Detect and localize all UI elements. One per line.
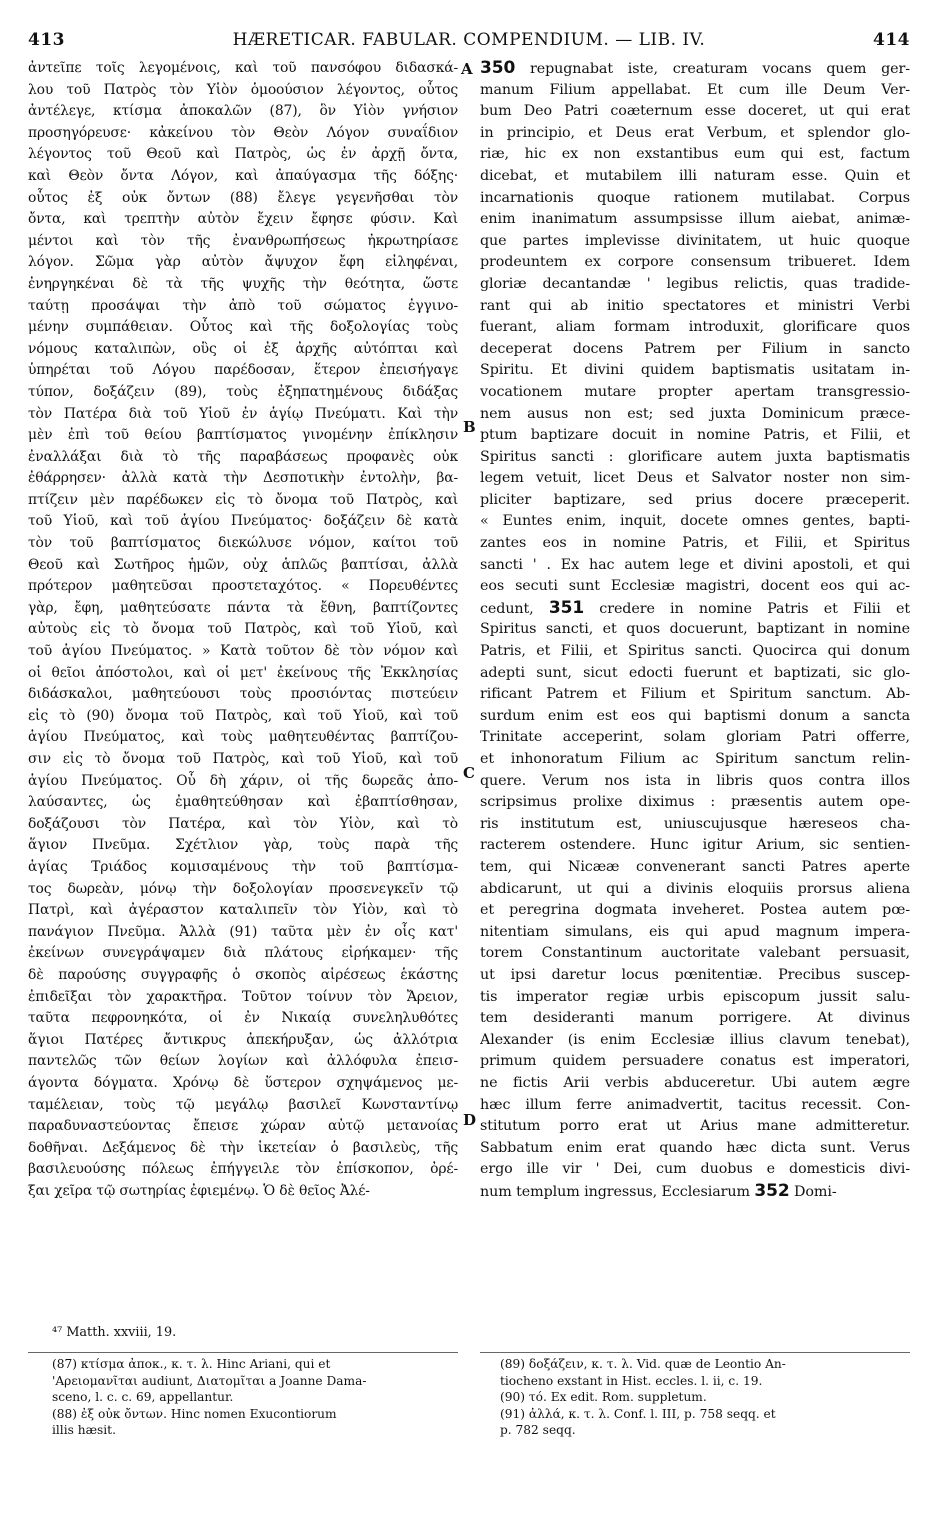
- greek-text-line: τὸν Πατέρα διὰ τοῦ Υἱοῦ ἐν ἁγίῳ Πνεύματι. Καὶ τὴν: [28, 405, 458, 422]
- latin-text-line: Sabbatum enim erat quando hæc dicta sunt. Verus: [480, 1139, 910, 1156]
- latin-text-line: Patris, et Filii, et Spiritus sancti. Quocirca qui donum: [480, 643, 910, 660]
- latin-text-line: Alexander (is enim Ecclesiæ illius clavum tenebat),: [480, 1031, 910, 1048]
- greek-text-line: γὰρ, ἔφη, μαθητεύσατε πάντα τὰ ἔθνη, βαπτίζοντες: [28, 599, 458, 616]
- greek-text-line: τοῦ ἁγίου Πνεύματος. » Κατὰ τοῦτον δὲ τὸν νόμον καὶ: [28, 643, 458, 660]
- greek-text-line: οἱ θεῖοι ἀπόστολοι, καὶ οἱ μετ' ἐκείνους τῆς Ἐκκλησίας: [28, 664, 458, 681]
- latin-text-line: Spiritu. Et divini quidem baptismatis usitatam in-: [480, 362, 910, 379]
- latin-text-line: prodeuntem ex corpore consensum tribueret. Idem: [480, 254, 910, 271]
- latin-text-line: vocationem mutare propter apertam transgressio-: [480, 383, 910, 400]
- latin-text-line: hæc illum ferre animadvertit, tacitus recessit. Con-: [480, 1096, 910, 1113]
- greek-text-line: λαύσαντες, ὡς ἐμαθητεύθησαν καὶ ἐβαπτίσθησαν,: [28, 794, 458, 811]
- footnote-line: illis hæsit.: [52, 1423, 116, 1438]
- greek-text-line: εἰς τὸ (90) ὄνομα τοῦ Πατρὸς, καὶ τοῦ Υἱοῦ, καὶ τοῦ: [28, 707, 458, 724]
- latin-text-line: incarnationis quoque rationem mutilabat. Corpus: [480, 189, 910, 206]
- latin-text-line: Spiritus sancti, et quos docuerunt, baptizant in nomine: [480, 621, 910, 638]
- section-mark-a: A: [461, 60, 473, 78]
- greek-text-line: δὲ παρούσης συγγραφῆς ὁ σκοπὸς αἱρέσεως ἑκάστης: [28, 966, 458, 983]
- greek-text-line: ταῦτα πεφρονηκότα, οἱ ἐν Νικαίᾳ συνεληλυθότες: [28, 1010, 458, 1027]
- greek-text-line: ἀντέλεγε, κτίσμα ἀποκαλῶν (87), ὃν Υἱὸν γνήσιον: [28, 103, 458, 120]
- section-mark-b: B: [463, 418, 476, 436]
- latin-text-line: cedunt, 351 credere in nomine Patris et Filii et: [480, 597, 910, 618]
- greek-text-line: πτίζειν μὲν παρέδωκεν εἰς τὸ ὄνομα τοῦ Πατρὸς, καὶ: [28, 491, 458, 508]
- greek-text-line: μένην συμπάθειαν. Οὗτος καὶ τῆς δοξολογίας τοὺς: [28, 319, 458, 336]
- latin-text-line: tem desideranti manum porrigere. At divinus: [480, 1010, 910, 1027]
- latin-text-line: tem, qui Nicææ convenerant sancti Patres aperte: [480, 858, 910, 875]
- latin-text-line: abdicarunt, ut qui a divinis eloquiis prorsus aliena: [480, 880, 910, 897]
- latin-text-line: ergo ille vir ' Dei, cum duobus e domesticis divi-: [480, 1161, 910, 1178]
- footnotes-left: [52, 1356, 458, 1439]
- running-header: [28, 30, 910, 52]
- latin-text-line: enim inanimatum assumpsisse illum aiebat, animæ-: [480, 211, 910, 228]
- greek-text-line: λέγοντος τοῦ Θεοῦ καὶ Πατρὸς, ὡς ἐν ἀρχῇ ὄντα,: [28, 146, 458, 163]
- latin-text-line: racterem ostendere. Hunc igitur Arium, sic sentien-: [480, 837, 910, 854]
- latin-text-line: rant qui ab initio spectatores et ministri Verbi: [480, 297, 910, 314]
- latin-text-line: riæ, hic ex non exstantibus eum qui est, factum: [480, 146, 910, 163]
- greek-text-line: πρότερον μαθητεῦσαι προστεταχότος. « Πορευθέντες: [28, 578, 458, 595]
- latin-text-line: que partes implevisse divinitatem, ut huic quoque: [480, 232, 910, 249]
- greek-text-line: ἁγίας Τριάδος κομισαμένους τὴν τοῦ βαπτίσμα-: [28, 858, 458, 875]
- footnote-line: (88) ἐξ οὐκ ὄντων. Hinc nomen Exucontiorum: [52, 1406, 337, 1421]
- latin-text-line: dicebat, et mutabilem illi naturam esse. Quin et: [480, 167, 910, 184]
- greek-text-line: ἐπιδεῖξαι τὸν χαρακτῆρα. Τοῦτον τοίνυν τὸν Ἄρειον,: [28, 988, 458, 1005]
- greek-text-line: Πατρὶ, καὶ ἀγέραστον καταλιπεῖν τὸν Υἱὸν, καὶ τὸ: [28, 902, 458, 919]
- greek-text-line: παντελῶς τῶν θείων λογίων καὶ ἀλλόφυλα ἐπεισ-: [28, 1053, 458, 1070]
- latin-text-line: zantes eos in nomine Patris, et Filii, et Spiritus: [480, 535, 910, 552]
- latin-text-line: nem ausus non est; sed juxta Dominicum præce-: [480, 405, 910, 422]
- latin-text-line: torem Constantinum auctoritate valebant persuasit,: [480, 945, 910, 962]
- footnote-line: tiocheno exstant in Hist. eccles. l. ii, c. 19.: [500, 1373, 763, 1388]
- footnote-line: 'Αρειομανῖται audiunt, Διατομῖται a Joanne Dama-: [52, 1373, 367, 1388]
- greek-text-line: ὄντα, καὶ τρεπτὴν αὐτὸν ἔχειν ἔφησε φύσιν. Καὶ: [28, 211, 458, 228]
- latin-text-line: legem vetuit, licet Deus et Salvator noster non sim-: [480, 470, 910, 487]
- footnote-line: (89) δοξάζειν, κ. τ. λ. Vid. quæ de Leontio An-: [500, 1357, 786, 1371]
- running-title: HÆRETICAR. FABULAR. COMPENDIUM. — LIB. IV.: [232, 30, 706, 50]
- greek-text-line: νόμους καταλιπὼν, οὓς οἱ ἐξ ἀρχῆς αὐτόπται καὶ: [28, 340, 458, 357]
- latin-text-line: rificant Patrem et Filium et Spiritum sanctum. Ab-: [480, 686, 910, 703]
- greek-text-line: λόγον. Σῶμα γὰρ αὐτὸν ἄψυχον ἔφη εἰληφέναι,: [28, 254, 458, 271]
- greek-text-line: βασιλευούσης πόλεως ἐπήγγειλε τὸν ἐπίσκοπον, ὀρέ-: [28, 1161, 458, 1178]
- latin-text-line: bum Deo Patri coæternum esse doceret, ut qui erat: [480, 103, 910, 120]
- latin-text-line: deceperat docens Patrem per Filium in sancto: [480, 340, 910, 357]
- latin-text-line: ris institutum est, uniuscujusque hæreseos cha-: [480, 815, 910, 832]
- latin-text-line: manum Filium appellabat. Et cum ille Deum Ver-: [480, 81, 910, 98]
- latin-text-line: 350 repugnabat iste, creaturam vocans quem ger-: [480, 58, 910, 78]
- footnotes-right: [500, 1356, 910, 1439]
- latin-text-line: adepti sunt, sicut edocti fuerunt et baptizati, sic glo-: [480, 664, 910, 681]
- greek-text-line: οὗτος ἐξ οὐκ ὄντων (88) ἔλεγε γεγενῆσθαι τὸν: [28, 189, 458, 206]
- section-mark-d: D: [463, 1111, 477, 1129]
- latin-text-line: primum quidem persuadere conatus est imperatori,: [480, 1053, 910, 1070]
- greek-text-line: προσηγόρευσε· κἀκείνου τὸν Θεὸν Λόγον συναΐδιον: [28, 124, 458, 141]
- right-page-number: 414: [873, 30, 910, 50]
- latin-text-line: et inhonoratum Filium ac Spiritum sanctum relin-: [480, 751, 910, 767]
- latin-text-line: nitentiam simulans, eis qui apud magnum impera-: [480, 923, 910, 940]
- greek-text-line: ἐναλλάξαι διὰ τὸ τῆς παραβάσεως προφανὲς οὐκ: [28, 448, 458, 465]
- latin-text-line: ne fictis Arii verbis abduceretur. Ubi autem ægre: [480, 1074, 910, 1091]
- latin-text-line: ptum baptizare docuit in nomine Patris, et Filii, et: [480, 427, 910, 444]
- page-marker: 350: [480, 58, 516, 78]
- greek-text-line: ὑπηρέται τοῦ Λόγου παρέδοσαν, ἕτερον ἐπεισήγαγε: [28, 362, 458, 379]
- latin-text-line: fuerant, aliam formam introduxit, glorificare quos: [480, 319, 910, 336]
- greek-text-line: μέντοι καὶ τὸν τῆς ἐνανθρωπήσεως ἠκρωτηρίασε: [28, 232, 458, 249]
- greek-text-line: τος δωρεὰν, μόνῳ τὴν δοξολογίαν προσενεγκεῖν τῷ: [28, 880, 458, 897]
- page-marker: 352: [754, 1180, 790, 1201]
- latin-text-line: Spiritus sancti : glorificare autem juxta baptismatis: [480, 448, 910, 465]
- greek-text-line: άγοντα δόγματα. Χρόνῳ δὲ ὕστερον σχηψάμενος με-: [28, 1074, 458, 1091]
- greek-text-line: ταύτῃ προσάψαι τὴν ἀπὸ τοῦ σώματος ἐγγινο-: [28, 297, 458, 314]
- left-page-number: 413: [28, 30, 65, 50]
- latin-text-line: quere. Verum nos ista in libris quos contra illos: [480, 772, 910, 789]
- footnote-rule-right: [480, 1352, 910, 1353]
- latin-text-line: in principio, et Deus erat Verbum, et splendor glo-: [480, 124, 910, 141]
- greek-text-line: τοῦ Υἱοῦ, καὶ τοῦ ἁγίου Πνεύματος· δοξάζειν δὲ κατὰ: [28, 513, 458, 530]
- latin-text-line: eos secuti sunt Ecclesiæ magistri, docent eos qui ac-: [480, 578, 910, 595]
- latin-text-line: surdum enim est eos qui baptismi donum a sancta: [480, 707, 910, 724]
- footnote-rule-left: [28, 1352, 458, 1353]
- scripture-reference: ⁴⁷ Matth. xxviii, 19.: [52, 1325, 177, 1340]
- greek-text-line: μὲν ἐπὶ τοῦ θείου βαπτίσματος γινομένην ἐπίκλησιν: [28, 427, 458, 444]
- latin-text-line: num templum ingressus, Ecclesiarum 352 Domi-: [480, 1180, 837, 1201]
- greek-text-line: τύπον, δοξάζειν (89), τοὺς ἐξηπατημένους διδάξας: [28, 383, 458, 400]
- latin-text-line: stitutum porro erat ut Arius mane admitteretur.: [480, 1118, 910, 1135]
- greek-text-line: διδάσκαλοι, μαθητεύουσι τοὺς προσιόντας πιστεύειν: [28, 686, 458, 703]
- footnote-line: (90) τό. Ex edit. Rom. suppletum.: [500, 1390, 707, 1405]
- latin-text-line: et peregrina dogmata inveheret. Postea autem pœ-: [480, 902, 910, 919]
- greek-text-line: δοθῆναι. Δεξάμενος δὲ τὴν ἱκετείαν ὁ βασιλεὺς, τῆς: [28, 1139, 458, 1156]
- latin-text-line: Trinitate acceperint, solam gloriam Patri offerre,: [480, 729, 910, 746]
- greek-text-line: ταμέλειαν, τοὺς τῷ μεγάλῳ βασιλεῖ Κωνσταντίνῳ: [28, 1096, 458, 1113]
- greek-text-line: ἁγίου Πνεύματος. Οὗ δὴ χάριν, οἱ τῆς δωρεᾶς ἀπο-: [28, 772, 458, 789]
- latin-text-line: pliciter baptizare, sed prius docere præceperit.: [480, 491, 910, 508]
- greek-text-line: ἐκείνων συνεγράψαμεν διὰ πλάτους εἰρήκαμεν· τῆς: [28, 945, 458, 962]
- latin-text-line: « Euntes enim, inquit, docete omnes gentes, bapti-: [480, 513, 910, 530]
- footnote-line: (87) κτίσμα ἀποκ., κ. τ. λ. Hinc Ariani, qui et: [52, 1357, 331, 1371]
- greek-text-line: Θεοῦ καὶ Σωτῆρος ἡμῶν, οὐχ ἁπλῶς βαπτίσαι, ἀλλὰ: [28, 556, 458, 573]
- greek-text-line: ξαι χεῖρα τῷ σωτηρίας ἐφιεμένῳ. Ὁ δὲ θεῖος Ἀλέ-: [28, 1182, 370, 1199]
- latin-text-line: gloriæ decantandæ ' legibus relictis, quas tradide-: [480, 275, 910, 292]
- greek-text-line: τὸν τοῦ βαπτίσματος διεκώλυσε νόμον, καίτοι τοῦ: [28, 535, 458, 552]
- footnote-line: (91) ἀλλά, κ. τ. λ. Conf. l. III, p. 758 seqq. et: [500, 1406, 776, 1421]
- footnote-line: p. 782 seqq.: [500, 1423, 576, 1438]
- latin-text-line: sancti ' . Ex hac autem lege et divini apostoli, et qui: [480, 556, 910, 573]
- greek-text-line: λου τοῦ Πατρὸς τὸν Υἱὸν ὁμοούσιον λέγοντος, οὗτος: [28, 81, 458, 98]
- section-mark-c: C: [463, 764, 475, 782]
- greek-text-line: παραδυναστεύοντας ἔπεισε χώραν αὐτῷ μετανοίας: [28, 1118, 458, 1135]
- greek-text-line: ἅγιοι Πατέρες ἄντικρυς ἀπεκήρυξαν, ὡς ἀλλότρια: [28, 1031, 458, 1048]
- greek-text-line: καὶ Θεὸν ὄντα Λόγον, καὶ ἀπαύγασμα τῆς δόξης·: [28, 167, 458, 184]
- footnote-line: sceno, l. c. c. 69, appellantur.: [52, 1390, 234, 1405]
- latin-text-line: scripsimus prolixe diximus : præsentis autem ope-: [480, 794, 910, 811]
- latin-text-line: ut ipsi daretur locus pœnitentiæ. Precibus suscep-: [480, 966, 910, 983]
- greek-text-line: ἀντεῖπε τοῖς λεγομένοις, καὶ τοῦ πανσόφου διδασκά-: [28, 60, 458, 76]
- greek-text-line: σιν εἰς τὸ ὄνομα τοῦ Πατρὸς, καὶ τοῦ Υἱοῦ, καὶ τοῦ: [28, 751, 458, 767]
- greek-text-line: αὐτοὺς εἰς τὸ ὄνομα τοῦ Πατρὸς, καὶ τοῦ Υἱοῦ, καὶ: [28, 621, 458, 638]
- greek-text-line: πανάγιον Πνεῦμα. Ἀλλὰ (91) ταῦτα μὲν ἐν οἷς κατ': [28, 923, 458, 940]
- latin-text-line: tis imperator regiæ urbis episcopum jussit salu-: [480, 988, 910, 1005]
- page-marker: 351: [548, 597, 585, 618]
- greek-text-line: ἐνηργηκέναι δὲ τὰ τῆς ψυχῆς τὴν θεότητα, ὥστε: [28, 275, 458, 292]
- greek-text-column: [28, 58, 458, 1202]
- greek-text-line: ἐθάρρησεν· ἀλλὰ κατὰ τὴν Δεσποτικὴν ἐντολὴν, βα-: [28, 470, 458, 487]
- greek-text-line: δοξάζουσι τὸν Πατέρα, καὶ τὸν Υἱὸν, καὶ τὸ: [28, 815, 458, 832]
- greek-text-line: ἅγιον Πνεῦμα. Σχέτλιον γὰρ, τοὺς παρὰ τῆς: [28, 837, 458, 854]
- latin-text-column: [480, 58, 910, 1202]
- greek-text-line: ἁγίου Πνεύματος, καὶ τοὺς μαθητευθέντας βαπτίζου-: [28, 729, 458, 746]
